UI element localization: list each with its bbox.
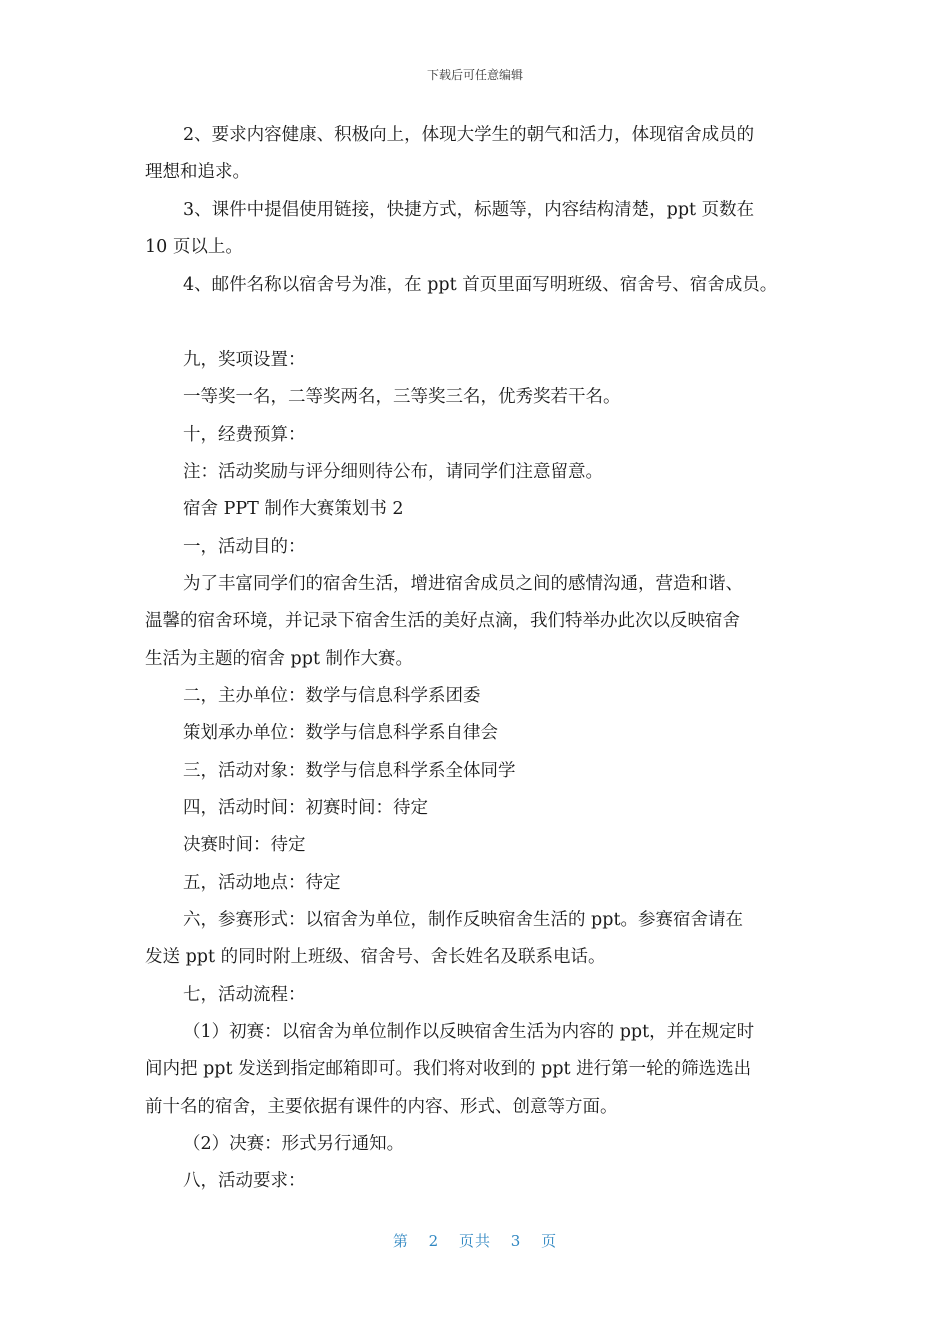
paragraph-line: 2、要求内容健康、积极向上，体现大学生的朝气和活力，体现宿舍成员的 (183, 125, 755, 145)
section-heading: 九，奖项设置： (183, 350, 306, 370)
paragraph-line: 生活为主题的宿舍 ppt 制作大赛。 (145, 649, 414, 669)
paragraph-line: 五，活动地点：待定 (183, 873, 341, 893)
paragraph-line: （2）决赛：形式另行通知。 (183, 1134, 405, 1154)
paragraph-line: 一等奖一名，二等奖两名，三等奖三名，优秀奖若干名。 (183, 387, 621, 407)
footer-word-di: 第 (392, 1232, 409, 1250)
paragraph-line: 二，主办单位：数学与信息科学系团委 (183, 686, 481, 706)
paragraph-line: 注：活动奖励与评分细则待公布，请同学们注意留意。 (183, 462, 603, 482)
paragraph-line: 策划承办单位：数学与信息科学系自律会 (183, 723, 498, 743)
page-footer (0, 1230, 950, 1251)
footer-word-ye-gong: 页共 (458, 1232, 491, 1250)
paragraph-line: 前十名的宿舍，主要依据有课件的内容、形式、创意等方面。 (145, 1097, 618, 1117)
paragraph-line: 决赛时间：待定 (183, 835, 306, 855)
page-header-note: 下载后可任意编辑 (426, 68, 523, 82)
paragraph-line: 3、课件中提倡使用链接，快捷方式，标题等，内容结构清楚，ppt 页数在 (183, 200, 755, 220)
paragraph-line: （1）初赛：以宿舍为单位制作以反映宿舍生活为内容的 ppt，并在规定时 (183, 1022, 755, 1042)
section-heading: 一，活动目的： (183, 537, 306, 557)
document-subtitle: 宿舍 PPT 制作大赛策划书 2 (183, 499, 404, 519)
paragraph-line: 4、邮件名称以宿舍号为准，在 ppt 首页里面写明班级、宿舍号、宿舍成员。 (183, 275, 778, 295)
footer-word-ye: 页 (541, 1232, 558, 1250)
paragraph-line: 10 页以上。 (145, 237, 243, 257)
paragraph-line: 四，活动时间：初赛时间：待定 (183, 798, 428, 818)
paragraph-line: 三，活动对象：数学与信息科学系全体同学 (183, 761, 516, 781)
footer-total-pages: 3 (510, 1232, 522, 1250)
section-heading: 十，经费预算： (183, 425, 306, 445)
paragraph-line: 间内把 ppt 发送到指定邮箱即可。我们将对收到的 ppt 进行第一轮的筛选选出 (145, 1059, 752, 1079)
paragraph-line: 理想和追求。 (145, 162, 250, 182)
section-heading: 七，活动流程： (183, 985, 306, 1005)
paragraph-line: 六，参赛形式：以宿舍为单位，制作反映宿舍生活的 ppt。参赛宿舍请在 (183, 910, 743, 930)
footer-page-number: 2 (428, 1232, 440, 1250)
paragraph-line: 温馨的宿舍环境，并记录下宿舍生活的美好点滴，我们特举办此次以反映宿舍 (145, 611, 740, 631)
paragraph-line: 为了丰富同学们的宿舍生活，增进宿舍成员之间的感情沟通，营造和谐、 (183, 574, 743, 594)
section-heading: 八，活动要求： (183, 1171, 306, 1191)
paragraph-line: 发送 ppt 的同时附上班级、宿舍号、舍长姓名及联系电话。 (145, 947, 606, 967)
